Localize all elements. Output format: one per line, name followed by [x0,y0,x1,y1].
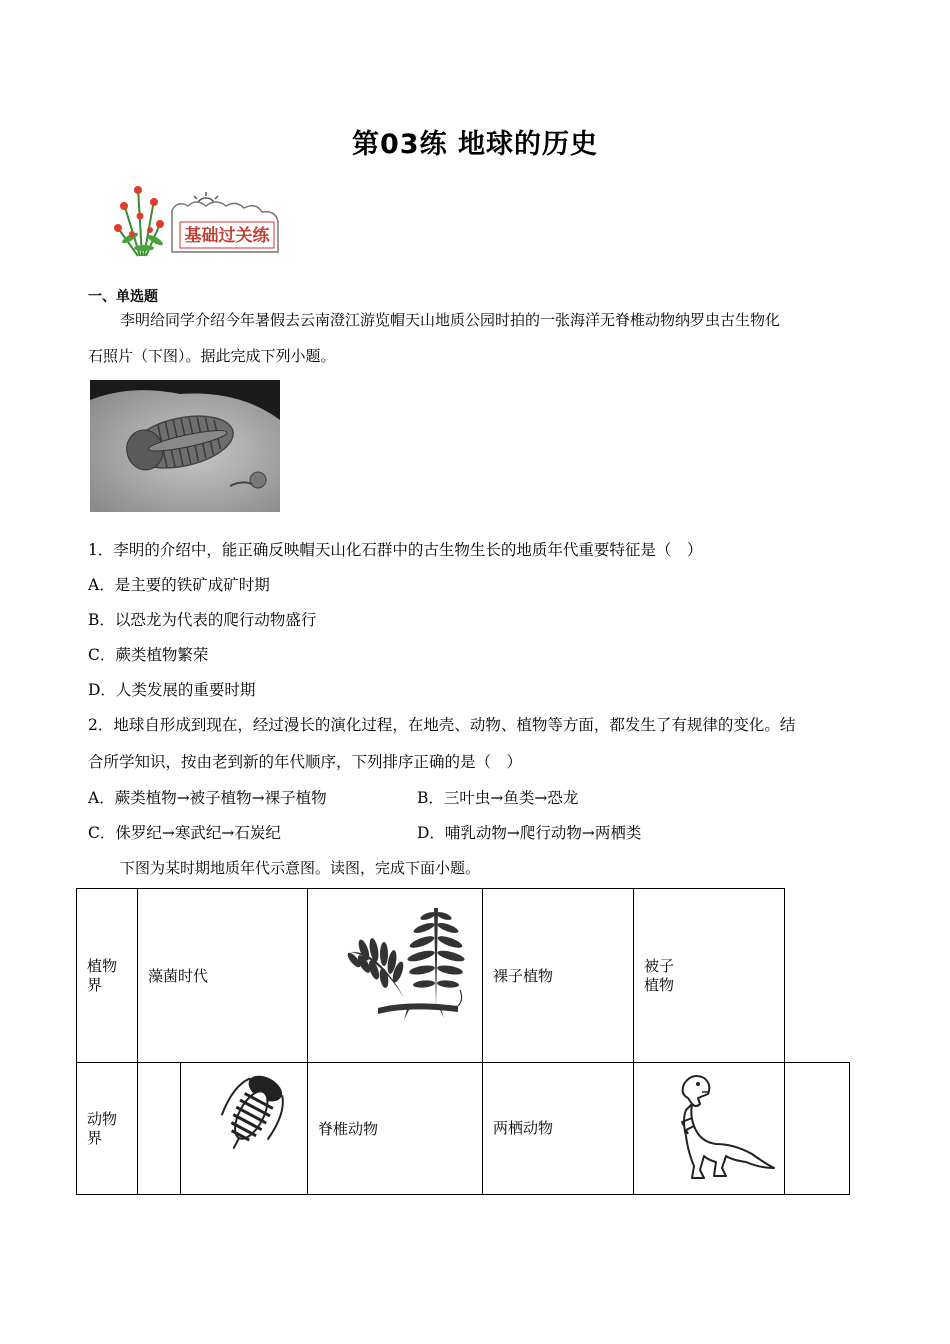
plant-kingdom-label: 植物界 [77,889,138,1063]
empty-last-cell [785,1063,850,1195]
q1-option-b: B．以恐龙为代表的爬行动物盛行 [88,611,317,629]
q2-option-b: B．三叶虫→鱼类→恐龙 [417,789,579,807]
empty-animal-cell [138,1063,181,1195]
animal-kingdom-label: 动物界 [77,1063,138,1195]
algae-era-cell: 藻菌时代 [138,889,308,1063]
question-1-stem: 1．李明的介绍中，能正确反映帽天山化石群中的古生物生长的地质年代重要特征是（ ） [88,541,703,559]
fern-cell [308,889,483,1063]
trilobite-cell [181,1063,308,1195]
section-heading: 一、单选题 [88,289,158,305]
q2-option-a: A．蕨类植物→被子植物→裸子植物 [88,789,327,807]
q1-option-c: C．蕨类植物繁荣 [88,646,209,664]
badge-label: 基础过关练 [184,226,270,246]
intro-line-1: 李明给同学介绍今年暑假去云南澄江游览帽天山地质公园时拍的一张海洋无脊椎动物纳罗虫古生物化 [120,311,781,329]
question-2-stem-line-1: 2．地球自形成到现在，经过漫长的演化过程，在地壳、动物、植物等方面，都发生了有规律的变化。结 [88,716,796,734]
flower-illustration [100,178,340,258]
amphibian-cell: 两栖动物 [483,1063,634,1195]
question-2-stem-line-2: 合所学知识，按由老到新的年代顺序，下列排序正确的是（ ） [88,753,523,771]
q1-option-a: A．是主要的铁矿成矿时期 [88,576,270,594]
fern-icon [308,890,482,1062]
angiosperm-cell: 被子植物 [634,889,785,1063]
geologic-time-table [76,888,850,1195]
q2-option-d: D．哺乳动物→爬行动物→两栖类 [417,824,642,842]
trilobite-fossil-photo [90,380,280,512]
section-badge [100,178,340,258]
dinosaur-cell [634,1063,785,1195]
q2-option-c: C．侏罗纪→寒武纪→石炭纪 [88,824,281,842]
intro-2: 下图为某时期地质年代示意图。读图，完成下面小题。 [120,859,481,877]
q1-option-d: D．人类发展的重要时期 [88,681,256,699]
page-title: 第03练 地球的历史 [352,129,598,160]
gymnosperm-cell: 裸子植物 [483,889,634,1063]
trilobite-icon [181,1064,307,1194]
dinosaur-icon [634,1064,784,1194]
vertebrate-cell: 脊椎动物 [308,1063,483,1195]
intro-line-2: 石照片（下图）。据此完成下列小题。 [88,347,336,365]
